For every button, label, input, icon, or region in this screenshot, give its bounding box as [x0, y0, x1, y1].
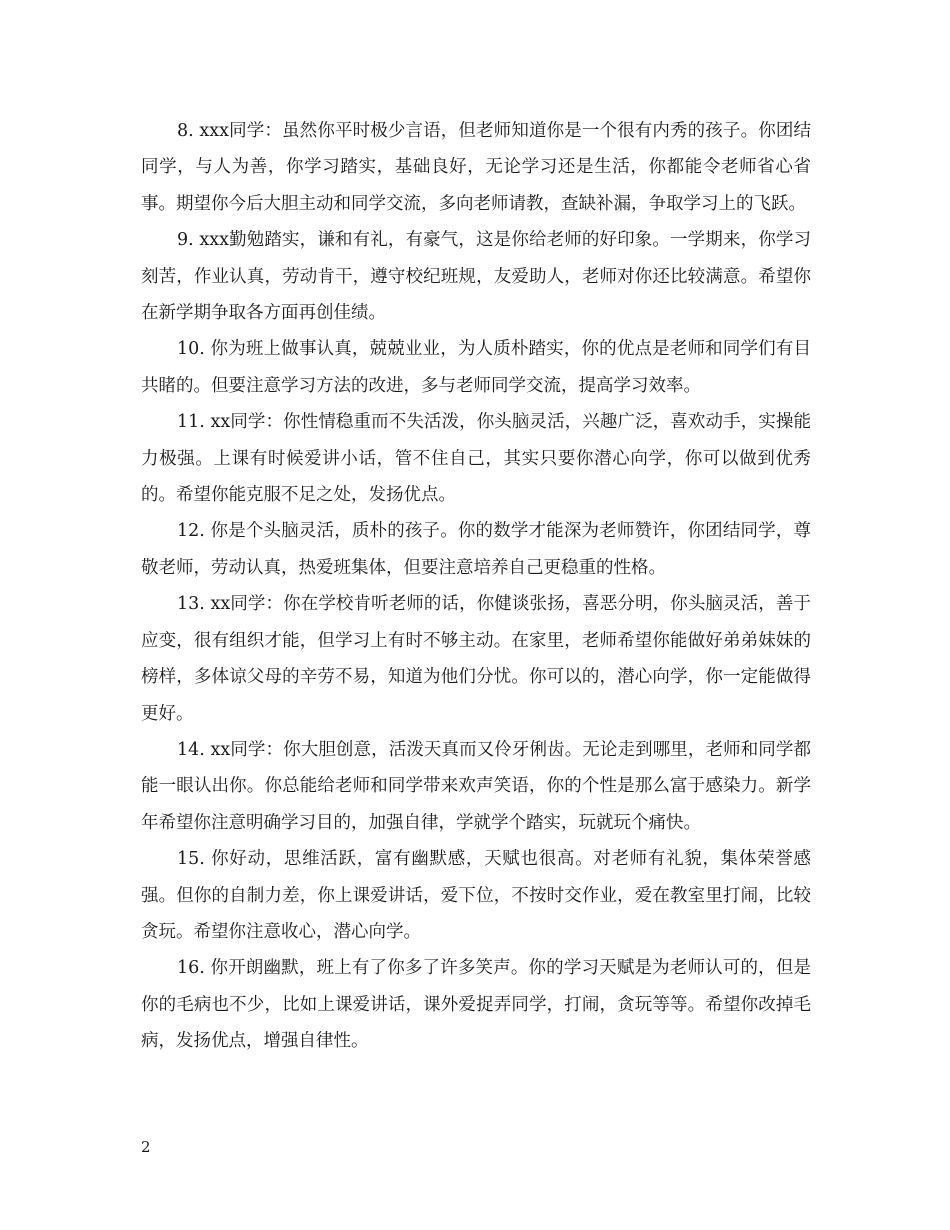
comment-paragraph-14: 14. xx同学：你大胆创意，活泼天真而又伶牙俐齿。无论走到哪里，老师和同学都能一眼认出你。你总能给老师和同学带来欢声笑语，你的个性是那么富于感染力。新学年希望你注意明确学习目的，加强自律，学就学个踏实，玩就玩个痛快。 — [141, 739, 811, 833]
comment-paragraph-13: 13. xx同学：你在学校肯听老师的话，你健谈张扬，喜恶分明，你头脑灵活，善于应变，很有组织才能，但学习上有时不够主动。在家里，老师希望你能做好弟弟妹妹的榜样，多体谅父母的辛劳不易，知道为他们分忧。你可以的，潜心向学，你一定能做得更好。 — [141, 594, 811, 724]
comment-paragraph-12: 12. 你是个头脑灵活，质朴的孩子。你的数学才能深为老师赞许，你团结同学，尊敬老师，劳动认真，热爱班集体，但要注意培养自己更稳重的性格。 — [141, 521, 811, 578]
document-body — [141, 113, 811, 1060]
comment-paragraph-15: 15. 你好动，思维活跃，富有幽默感，天赋也很高。对老师有礼貌，集体荣誉感强。但你的自制力差，你上课爱讲话，爱下位，不按时交作业，爱在教室里打闹，比较贪玩。希望你注意收心，潜心向学。 — [141, 849, 811, 942]
page-number: 2 — [141, 1138, 151, 1156]
comment-paragraph-8: 8. xxx同学：虽然你平时极少言语，但老师知道你是一个很有内秀的孩子。你团结同学，与人为善，你学习踏实，基础良好，无论学习还是生活，你都能令老师省心省事。期望你今后大胆主动和同学交流，多向老师请教，查缺补漏，争取学习上的飞跃。 — [141, 121, 811, 214]
comment-paragraph-11: 11. xx同学：你性情稳重而不失活泼，你头脑灵活，兴趣广泛，喜欢动手，实操能力极强。上课有时候爱讲小话，管不住自己，其实只要你潜心向学，你可以做到优秀的。希望你能克服不足之处，发扬优点。 — [141, 412, 811, 506]
comment-paragraph-9: 9. xxx勤勉踏实，谦和有礼，有豪气，这是你给老师的好印象。一学期来，你学习刻苦，作业认真，劳动肯干，遵守校纪班规，友爱助人，老师对你还比较满意。希望你在新学期争取各方面再创佳绩。 — [141, 230, 811, 324]
comment-paragraph-10: 10. 你为班上做事认真，兢兢业业，为人质朴踏实，你的优点是老师和同学们有目共睹的。但要注意学习方法的改进，多与老师同学交流，提高学习效率。 — [141, 339, 811, 396]
comment-paragraph-16: 16. 你开朗幽默，班上有了你多了许多笑声。你的学习天赋是为老师认可的，但是你的毛病也不少，比如上课爱讲话，课外爱捉弄同学，打闹，贪玩等等。希望你改掉毛病，发扬优点，增强自律性。 — [141, 958, 811, 1052]
